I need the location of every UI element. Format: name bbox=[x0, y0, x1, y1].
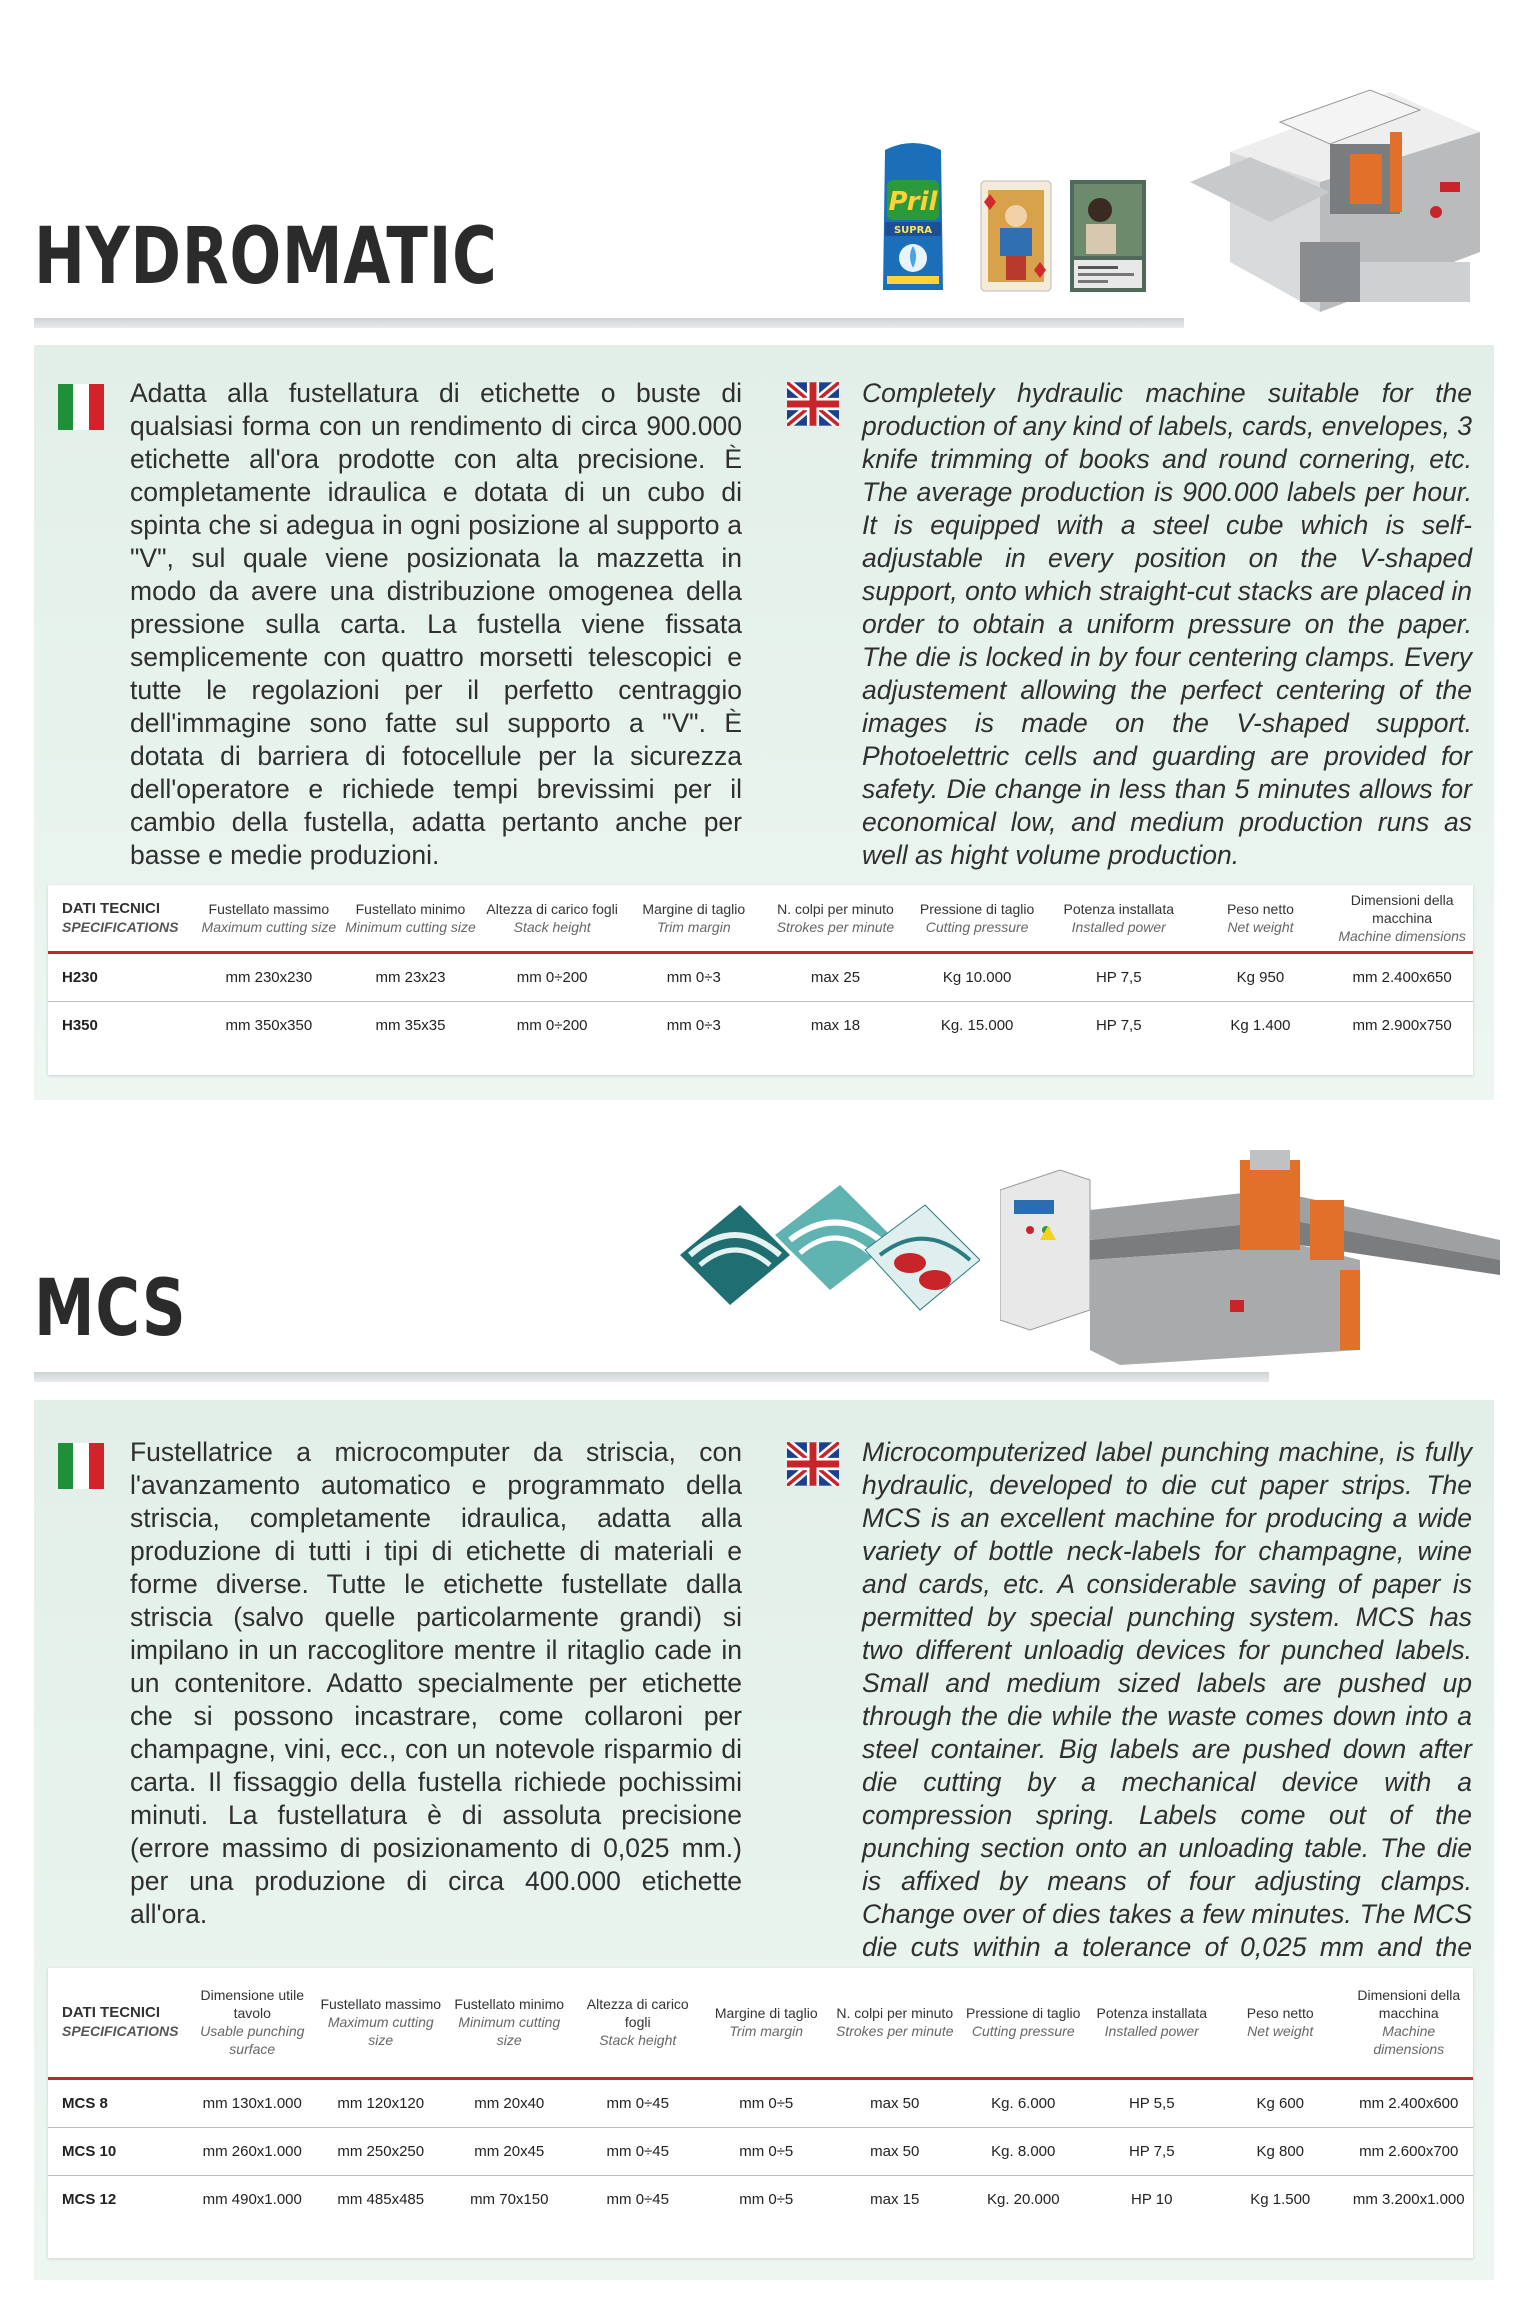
mcs-divider bbox=[34, 1372, 1269, 1382]
model-cell: H230 bbox=[62, 969, 98, 986]
col-header-weight: Peso netto Net weight bbox=[1246, 2005, 1314, 2040]
table-row bbox=[48, 2175, 1473, 2223]
mcs-spec-table bbox=[48, 1968, 1473, 2258]
table-cell: mm 0÷45 bbox=[574, 2127, 703, 2175]
table-cell: max 18 bbox=[765, 1002, 907, 1050]
col-header-pressure: Pressione di taglio Cutting pressure bbox=[919, 901, 1035, 935]
table-cell: mm 23x23 bbox=[375, 969, 446, 986]
table-cell: max 15 bbox=[831, 2175, 960, 2223]
model-cell: MCS 12 bbox=[48, 2175, 188, 2223]
table-cell: mm 0÷5 bbox=[702, 2127, 831, 2175]
col-header-stack-height: Altezza di carico fogli Stack height bbox=[586, 1996, 689, 2049]
table-cell: mm 485x485 bbox=[317, 2175, 446, 2223]
table-cell: mm 3.200x1.000 bbox=[1345, 2175, 1474, 2223]
table-cell: Kg. 8.000 bbox=[959, 2127, 1088, 2175]
table-cell: max 25 bbox=[810, 969, 861, 986]
uk-flag-icon bbox=[787, 1442, 839, 1486]
table-cell: HP 7,5 bbox=[1095, 969, 1142, 986]
col-header-usable-surface: Dimensione utile tavolo Usable punching surface bbox=[200, 1987, 305, 2058]
table-cell: mm 250x250 bbox=[317, 2127, 446, 2175]
table-cell: Kg 1.400 bbox=[1190, 1002, 1332, 1050]
col-header-trim-margin: Margine di taglio Trim margin bbox=[714, 2005, 818, 2040]
model-cell: MCS 10 bbox=[48, 2127, 188, 2175]
col-header-power: Potenza installata Installed power bbox=[1063, 901, 1175, 935]
table-cell: mm 2.400x650 bbox=[1352, 969, 1452, 986]
table-cell: max 50 bbox=[870, 2094, 920, 2112]
model-cell: MCS 8 bbox=[62, 2094, 108, 2112]
table-cell: mm 35x35 bbox=[340, 1002, 482, 1050]
col-header-weight: Peso netto Net weight bbox=[1226, 901, 1294, 935]
table-cell: HP 7,5 bbox=[1088, 2127, 1217, 2175]
table-cell: Kg. 15.000 bbox=[906, 1002, 1048, 1050]
table-cell: HP 10 bbox=[1088, 2175, 1217, 2223]
table-cell: mm 70x150 bbox=[445, 2175, 574, 2223]
table-cell: mm 230x230 bbox=[225, 969, 313, 986]
table-cell: mm 0÷45 bbox=[606, 2094, 669, 2112]
table-cell: Kg 800 bbox=[1216, 2127, 1345, 2175]
table-cell: Kg 10.000 bbox=[942, 969, 1012, 986]
table-row bbox=[48, 1002, 1473, 1050]
hydromatic-machine-image bbox=[1190, 62, 1490, 332]
mcs-machine-image bbox=[1000, 1150, 1500, 1370]
table-cell: mm 2.400x600 bbox=[1359, 2094, 1459, 2112]
col-header-pressure: Pressione di taglio Cutting pressure bbox=[966, 2005, 1081, 2040]
table-cell: max 50 bbox=[831, 2127, 960, 2175]
table-cell: Kg 1.500 bbox=[1216, 2175, 1345, 2223]
table-cell: Kg 950 bbox=[1236, 969, 1285, 986]
table-cell: mm 0÷45 bbox=[574, 2175, 703, 2223]
table-cell: Kg. 20.000 bbox=[959, 2175, 1088, 2223]
table-cell: mm 2.600x700 bbox=[1345, 2127, 1474, 2175]
table-row bbox=[48, 953, 1473, 1002]
pril-logo-text: Pril bbox=[888, 187, 938, 217]
col-header-dimensions: Dimensioni della macchina Machine dimensions bbox=[1357, 1987, 1461, 2058]
pril-label-image bbox=[873, 140, 953, 300]
table-cell: mm 0÷5 bbox=[739, 2094, 794, 2112]
table-cell: mm 350x350 bbox=[198, 1002, 340, 1050]
table-row bbox=[48, 2078, 1473, 2127]
col-header-power: Potenza installata Installed power bbox=[1096, 2005, 1208, 2040]
table-cell: HP 7,5 bbox=[1048, 1002, 1190, 1050]
table-cell: Kg. 6.000 bbox=[991, 2094, 1056, 2112]
col-header-stack-height: Altezza di carico fogli Stack height bbox=[486, 901, 618, 935]
col-header-dimensions: Dimensioni della macchina Machine dimensions bbox=[1338, 892, 1466, 944]
col-header-max-cut: Fustellato massimo Maximum cutting size bbox=[320, 1996, 442, 2049]
italian-flag-icon bbox=[58, 1443, 104, 1489]
table-cell: mm 20x45 bbox=[445, 2127, 574, 2175]
book-cover-image bbox=[1070, 180, 1146, 292]
table-row bbox=[48, 2127, 1473, 2175]
table-cell: mm 20x40 bbox=[474, 2094, 545, 2112]
table-cell: mm 0÷3 bbox=[666, 969, 721, 986]
col-header-trim-margin: Margine di taglio Trim margin bbox=[642, 901, 746, 935]
table-cell: mm 0÷200 bbox=[481, 1002, 623, 1050]
mcs-title: MCS bbox=[34, 1264, 187, 1354]
table-cell: mm 490x1.000 bbox=[188, 2175, 317, 2223]
neck-labels-image bbox=[680, 1185, 980, 1335]
hydromatic-italian-text: Adatta alla fustellatura di etichette o buste di qualsiasi forma con un rendimento di circa 900.000 etichette all'ora prodotte con alta precisione. È completamente idraulica e dotata di un cubo di spinta che si adegua in ogni posizione al supporto a "V", sul quale viene posizionata la mazzetta in modo da avere una distribuzione omogenea della pressione sulla carta. La fustella viene fissata semplicemente con quattro morsetti telescopici e tutte le regolazioni per il perfetto centraggio dell'immagine sono fatte sul supporto a "V". È dotata di barriera di fotocellule per la sicurezza dell'operatore e richiede tempi brevissimi per il cambio della fustella, adatta pertanto anche per basse e medie produzioni. bbox=[130, 378, 742, 870]
table-cell: mm 0÷5 bbox=[702, 2175, 831, 2223]
table-cell: mm 130x1.000 bbox=[202, 2094, 302, 2112]
table-header-row bbox=[48, 885, 1473, 953]
playing-card-image bbox=[980, 180, 1052, 292]
mcs-italian-text: Fustellatrice a microcomputer da striscia, con l'avanzamento automatico e programmato della striscia, completamente idraulica, adatta alla produzione di tutti i tipi di etichette di materiali e forme diverse. Tutte le etichette fustellate dalla striscia (salvo quelle particolarmente grandi) si impilano in un raccoglitore mentre il ritaglio cade in un contenitore. Adatto specialmente per etichette che si possono incastrare, come collaroni per champagne, vini, ecc., con un notevole risparmio di carta. Il fissaggio della fustella richiede pochissimi minuti. La fustellatura è di assoluta precisione (errore massimo di posizionamento di 0,025 mm.) per una produzione di circa 400.000 etichette all'ora. bbox=[130, 1437, 742, 1929]
hydromatic-title: HYDROMATIC bbox=[34, 212, 498, 302]
hydromatic-divider bbox=[34, 318, 1184, 328]
table-cell: mm 0÷3 bbox=[623, 1002, 765, 1050]
hydromatic-english-text: Completely hydraulic machine suitable for the production of any kind of labels, cards, envelopes, 3 knife trimming of books and round cornering, etc. The average production is 900.000 labels per hour. It is equipped with a steel cube which is self-adjustable in every position on the V-shaped support, onto which straight-cut stacks are placed in order to obtain a uniform pressure on the paper. The die is locked in by four centering clamps. Every adjustement allowing the perfect centering of the images is made on the V-shaped support. Photoelettric cells and guarding are provided for safety. Die change in less than 5 minutes allows for economical low, and medium production runs as well as hight volume production. bbox=[862, 378, 1472, 870]
table-cell: HP 5,5 bbox=[1128, 2094, 1175, 2112]
italian-flag-icon bbox=[58, 384, 104, 430]
pril-supra-text: SUPRA bbox=[893, 225, 933, 236]
table-cell: mm 120x120 bbox=[337, 2094, 425, 2112]
hydromatic-spec-table bbox=[48, 885, 1473, 1075]
mcs-english-text: Microcomputerized label punching machine, is fully hydraulic, developed to die cut paper strips. The MCS is an excellent machine for producing a wide variety of bottle neck-labels for champagne, wine and cards, etc. A considerable saving of paper is permitted by special punching system. MCS has two different unloadig devices for punched labels. Small and medium sized labels are pushed up through the die while the waste comes down into a steel container. Big labels are pushed down after die cutting by a mechanical device with a compression spring. Labels come out of the punching section onto an unloading table. The die is affixed by means of four adjusting clamps. Change over of dies takes a few minutes. The MCS die cuts within a tolerance of 0,025 mm and the bbox=[862, 1437, 1472, 1962]
col-header-min-cut: Fustellato minimo Minimum cutting size bbox=[345, 901, 476, 935]
table-cell: Kg 600 bbox=[1256, 2094, 1305, 2112]
table-cell: mm 260x1.000 bbox=[188, 2127, 317, 2175]
model-cell: H350 bbox=[48, 1002, 198, 1050]
col-header-specs: DATI TECNICI SPECIFICATIONS bbox=[62, 2004, 179, 2040]
col-header-max-cut: Fustellato massimo Maximum cutting size bbox=[201, 901, 337, 935]
col-header-specs: DATI TECNICI SPECIFICATIONS bbox=[62, 900, 179, 935]
col-header-min-cut: Fustellato minimo Minimum cutting size bbox=[454, 1996, 565, 2049]
col-header-strokes: N. colpi per minuto Strokes per minute bbox=[836, 2005, 954, 2040]
table-cell: mm 2.900x750 bbox=[1331, 1002, 1473, 1050]
col-header-strokes: N. colpi per minuto Strokes per minute bbox=[776, 901, 895, 935]
uk-flag-icon bbox=[787, 382, 839, 426]
table-header-row bbox=[48, 1968, 1473, 2078]
table-cell: mm 0÷200 bbox=[516, 969, 588, 986]
